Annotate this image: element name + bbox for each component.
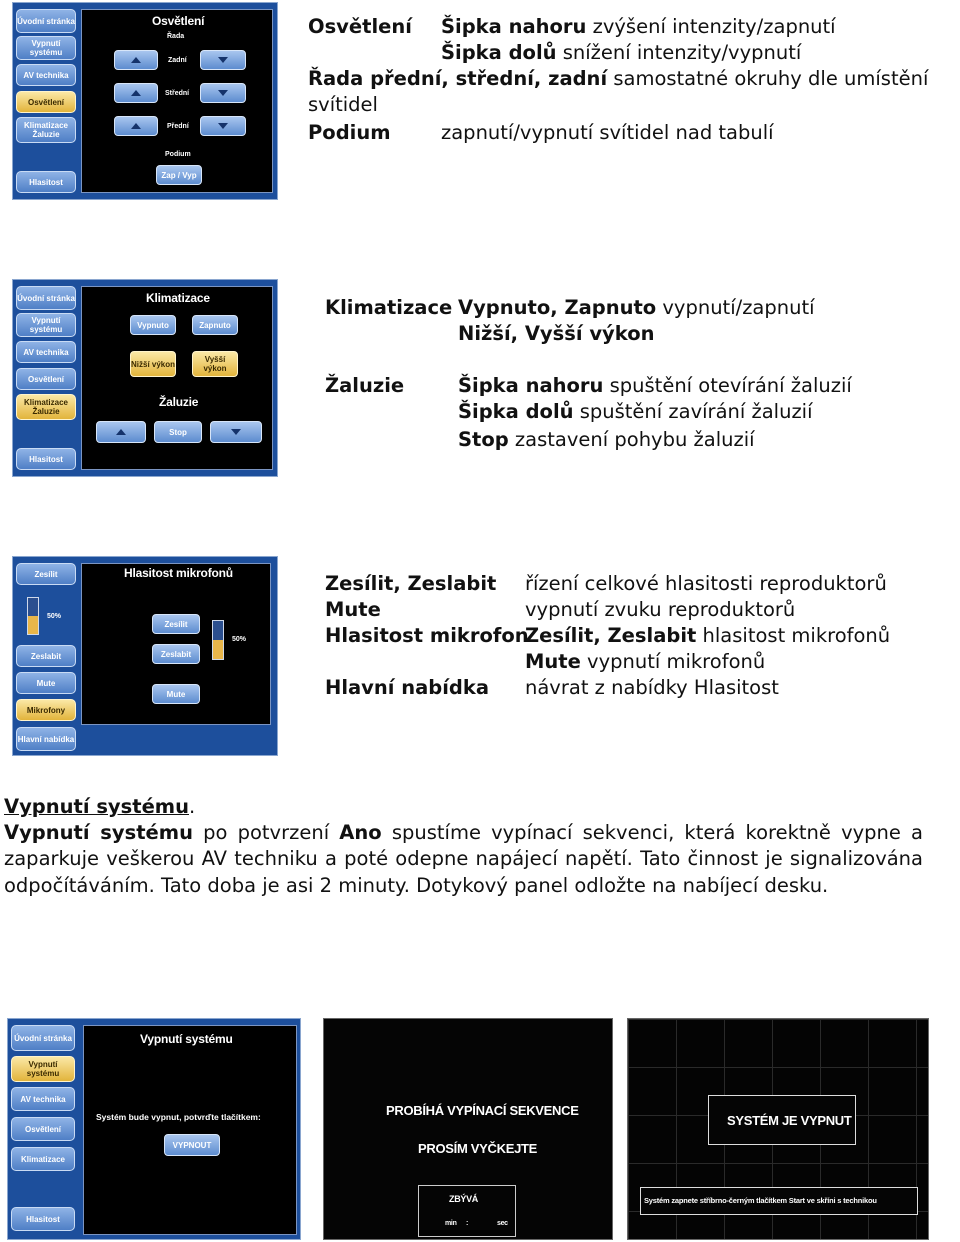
- system-off-box: [708, 1095, 856, 1145]
- description: samostatné okruhy dle umístění: [607, 67, 929, 90]
- sidebar-item-uvodni-stranka[interactable]: Úvodní stránka: [11, 1025, 75, 1051]
- arrow-down-icon: [231, 429, 241, 435]
- sec-label: sec: [497, 1220, 508, 1227]
- predni-down-button[interactable]: [200, 116, 246, 136]
- zesilit-zeslabit-text: řízení celkové hlasitosti reproduktorů: [525, 572, 887, 595]
- sidebar-item-av-technika[interactable]: AV technika: [16, 64, 76, 86]
- sidebar-item-osvetleni[interactable]: Osvětlení: [16, 91, 76, 113]
- hlasitost-mikrofon-line-1: [525, 623, 890, 649]
- section-paragraph: [4, 820, 923, 899]
- podium-desc-text: zapnutí/vypnutí svítidel nad tabulí: [441, 121, 774, 144]
- countdown-colon: :: [466, 1220, 469, 1227]
- bold-term: Zesílit, Zeslabit: [525, 624, 697, 647]
- zaluzie-label: Žaluzie: [325, 374, 405, 397]
- section-heading: [4, 794, 195, 820]
- sidebar-item-hlasitost[interactable]: Hlasitost: [16, 448, 76, 470]
- heading-text: Vypnutí systému: [4, 795, 189, 818]
- hlavni-nabidka-label: Hlavní nabídka: [325, 676, 489, 699]
- mic-zeslabit-button[interactable]: Zeslabit: [152, 644, 200, 664]
- mic-volume-meter: [212, 620, 224, 660]
- arrow-up-icon: [131, 57, 141, 63]
- arrow-up-icon: [131, 123, 141, 129]
- sidebar-item-vypnuti-systemu[interactable]: Vypnutí systému: [16, 36, 76, 60]
- sidebar-item-zeslabit[interactable]: Zeslabit: [16, 645, 76, 667]
- paragraph-text: spustíme vypínací sekvenci, která korektně vypne a zaparkuje veškerou AV techniku a poté odepne napájecí napětí. Tato činnost je signalizována odpočítáváním. Tato doba je asi 2 minuty. Dotykový panel odložte na nabíjecí desku.: [4, 821, 923, 897]
- sidebar-item-av-technika[interactable]: AV technika: [11, 1087, 75, 1111]
- sidebar-item-uvodni-stranka[interactable]: Úvodní stránka: [16, 286, 76, 310]
- zapnuto-button[interactable]: Zapnuto: [192, 315, 238, 335]
- zaluzie-line-2: [458, 399, 813, 425]
- zaluzie-stop-button[interactable]: Stop: [154, 421, 202, 443]
- mic-zesilit-button[interactable]: Zesílit: [152, 614, 200, 634]
- shutdown-sequence-screen: [323, 1018, 613, 1240]
- countdown-box: [418, 1185, 516, 1237]
- panel-sidebar: [13, 557, 79, 755]
- arrow-down-icon: [218, 123, 228, 129]
- arrow-up-icon: [131, 90, 141, 96]
- sidebar-item-klimatizace-zaluzie[interactable]: Klimatizace Žaluzie: [16, 394, 76, 420]
- rada-label: Řada: [167, 33, 185, 40]
- sidebar-item-vypnuti-systemu[interactable]: Vypnutí systému: [11, 1056, 75, 1082]
- paragraph-text: po potvrzení: [192, 821, 340, 844]
- description: hlasitost mikrofonů: [696, 624, 891, 647]
- panel-sidebar: [8, 1019, 80, 1239]
- bold-term: Šipka nahoru: [441, 15, 587, 38]
- system-off-title: SYSTÉM JE VYPNUT: [727, 1113, 852, 1128]
- bold-term: Šipka dolů: [458, 400, 574, 423]
- page-title: Klimatizace: [146, 291, 210, 305]
- arrow-down-icon: [218, 57, 228, 63]
- zbyva-label: ZBÝVÁ: [449, 1194, 479, 1204]
- description: spuštění zavírání žaluzií: [573, 400, 813, 423]
- stredni-label: Střední: [165, 90, 190, 97]
- vypnout-button[interactable]: VYPNOUT: [164, 1134, 220, 1156]
- bold-term: Ano: [339, 821, 382, 844]
- stredni-down-button[interactable]: [200, 83, 246, 103]
- bold-term: Vypnuto, Zapnuto: [458, 296, 657, 319]
- vyssi-vykon-button[interactable]: Vyšší výkon: [192, 351, 238, 377]
- panel-osvetleni: [12, 2, 278, 200]
- sidebar-item-hlasitost[interactable]: Hlasitost: [16, 171, 76, 193]
- mute-text: vypnutí zvuku reproduktorů: [525, 598, 796, 621]
- mic-volume-percent: 50%: [232, 636, 247, 643]
- mic-volume-meter-fill: [213, 640, 223, 659]
- vypnuto-button[interactable]: Vypnuto: [130, 315, 176, 335]
- bold-term: Vypnutí systému: [4, 821, 193, 844]
- sidebar-item-klimatizace-zaluzie[interactable]: Klimatizace Žaluzie: [16, 117, 76, 143]
- description: vypnutí/zapnutí: [656, 296, 815, 319]
- zadni-down-button[interactable]: [200, 50, 246, 70]
- system-off-footer-box: [640, 1187, 918, 1215]
- osvetleni-line-4: svítidel: [308, 93, 378, 116]
- zadni-up-button[interactable]: [114, 50, 158, 70]
- sequence-line-2: PROSÍM VYČKEJTE: [418, 1141, 538, 1156]
- description: vypnutí mikrofonů: [580, 650, 766, 673]
- description: spuštění otevírání žaluzií: [603, 374, 852, 397]
- osvetleni-line-3: [308, 66, 928, 92]
- nizsi-vykon-button[interactable]: Nižší výkon: [130, 351, 176, 377]
- sidebar-item-hlavni-nabidka[interactable]: Hlavní nabídka: [16, 727, 76, 751]
- confirm-prompt: Systém bude vypnut, potvrďte tlačítkem:: [96, 1112, 261, 1122]
- panel-klimatizace: [12, 279, 278, 477]
- mic-mute-button[interactable]: Mute: [152, 684, 200, 704]
- panel-hlasitost: [12, 556, 278, 756]
- osvetleni-line-2: [441, 40, 801, 66]
- page-title: Hlasitost mikrofonů: [124, 566, 233, 580]
- volume-percent: 50%: [47, 613, 62, 620]
- zaluzie-line-1: [458, 373, 852, 399]
- zaluzie-line-3: [458, 427, 755, 453]
- volume-meter: [27, 597, 39, 635]
- vypnuti-screen: [83, 1025, 297, 1235]
- panel-vypnuti: [7, 1018, 301, 1240]
- klimatizace-label: Klimatizace: [325, 296, 453, 319]
- bold-term: Šipka dolů: [441, 41, 557, 64]
- sidebar-item-zesilit[interactable]: Zesílit: [16, 563, 76, 585]
- klima-line-2: Nižší, Vyšší výkon: [458, 322, 655, 345]
- zap-vyp-button[interactable]: Zap / Vyp: [156, 165, 202, 185]
- sidebar-item-osvetleni[interactable]: Osvětlení: [11, 1117, 75, 1141]
- system-off-screen: [627, 1018, 929, 1240]
- hlasitost-screen: [81, 563, 271, 725]
- sidebar-item-av-technika[interactable]: AV technika: [16, 341, 76, 363]
- zadni-label: Zadní: [168, 57, 187, 64]
- panel-sidebar: [13, 280, 79, 476]
- mute-label: Mute: [325, 598, 381, 621]
- sequence-line-1: PROBÍHÁ VYPÍNACÍ SEKVENCE: [386, 1103, 579, 1118]
- arrow-down-icon: [218, 90, 228, 96]
- heading-dot: .: [189, 795, 196, 818]
- zaluzie-down-button[interactable]: [210, 421, 262, 443]
- hlasitost-mikrofon-line-2: [525, 649, 765, 675]
- min-label: min: [445, 1220, 457, 1227]
- hlasitost-mikrofon-label: Hlasitost mikrofon: [325, 624, 529, 647]
- sidebar-item-uvodni-stranka[interactable]: Úvodní stránka: [16, 9, 76, 33]
- sidebar-item-vypnuti-systemu[interactable]: Vypnutí systému: [16, 313, 76, 337]
- bold-term: Šipka nahoru: [458, 374, 604, 397]
- description: zvýšení intenzity/zapnutí: [586, 15, 836, 38]
- sidebar-item-osvetleni[interactable]: Osvětlení: [16, 368, 76, 390]
- arrow-up-icon: [116, 429, 126, 435]
- zesilit-zeslabit-label: Zesílit, Zeslabit: [325, 572, 497, 595]
- podium-desc-label: Podium: [308, 121, 391, 144]
- osvetleni-line-1: [441, 14, 836, 40]
- zaluzie-title: Žaluzie: [159, 395, 199, 409]
- bold-term: Mute: [525, 650, 581, 673]
- bold-term: Řada přední, střední, zadní: [308, 67, 608, 90]
- klima-line-1: [458, 295, 815, 321]
- zaluzie-up-button[interactable]: [96, 421, 146, 443]
- sidebar-item-klimatizace[interactable]: Klimatizace: [11, 1147, 75, 1171]
- volume-meter-fill: [28, 616, 38, 634]
- predni-label: Přední: [167, 123, 189, 130]
- osvetleni-screen: [81, 9, 273, 193]
- description: snížení intenzity/vypnutí: [556, 41, 802, 64]
- podium-label: Podium: [165, 151, 191, 158]
- panel-sidebar: [13, 3, 79, 199]
- stredni-up-button[interactable]: [114, 83, 158, 103]
- description: zastavení pohybu žaluzií: [508, 428, 755, 451]
- predni-up-button[interactable]: [114, 116, 158, 136]
- klimatizace-screen: [81, 286, 273, 470]
- page-title: Vypnutí systému: [140, 1032, 233, 1046]
- sidebar-item-mikrofony[interactable]: Mikrofony: [16, 699, 76, 721]
- bold-term: Stop: [458, 428, 509, 451]
- osvetleni-label: Osvětlení: [308, 15, 412, 38]
- sidebar-item-mute[interactable]: Mute: [16, 672, 76, 694]
- system-off-footer: Systém zapnete stříbrno-černým tlačítkem Start ve skříni s technikou: [644, 1196, 877, 1205]
- hlavni-nabidka-text: návrat z nabídky Hlasitost: [525, 676, 779, 699]
- sidebar-item-hlasitost[interactable]: Hlasitost: [11, 1207, 75, 1231]
- page-title: Osvětlení: [152, 14, 205, 28]
